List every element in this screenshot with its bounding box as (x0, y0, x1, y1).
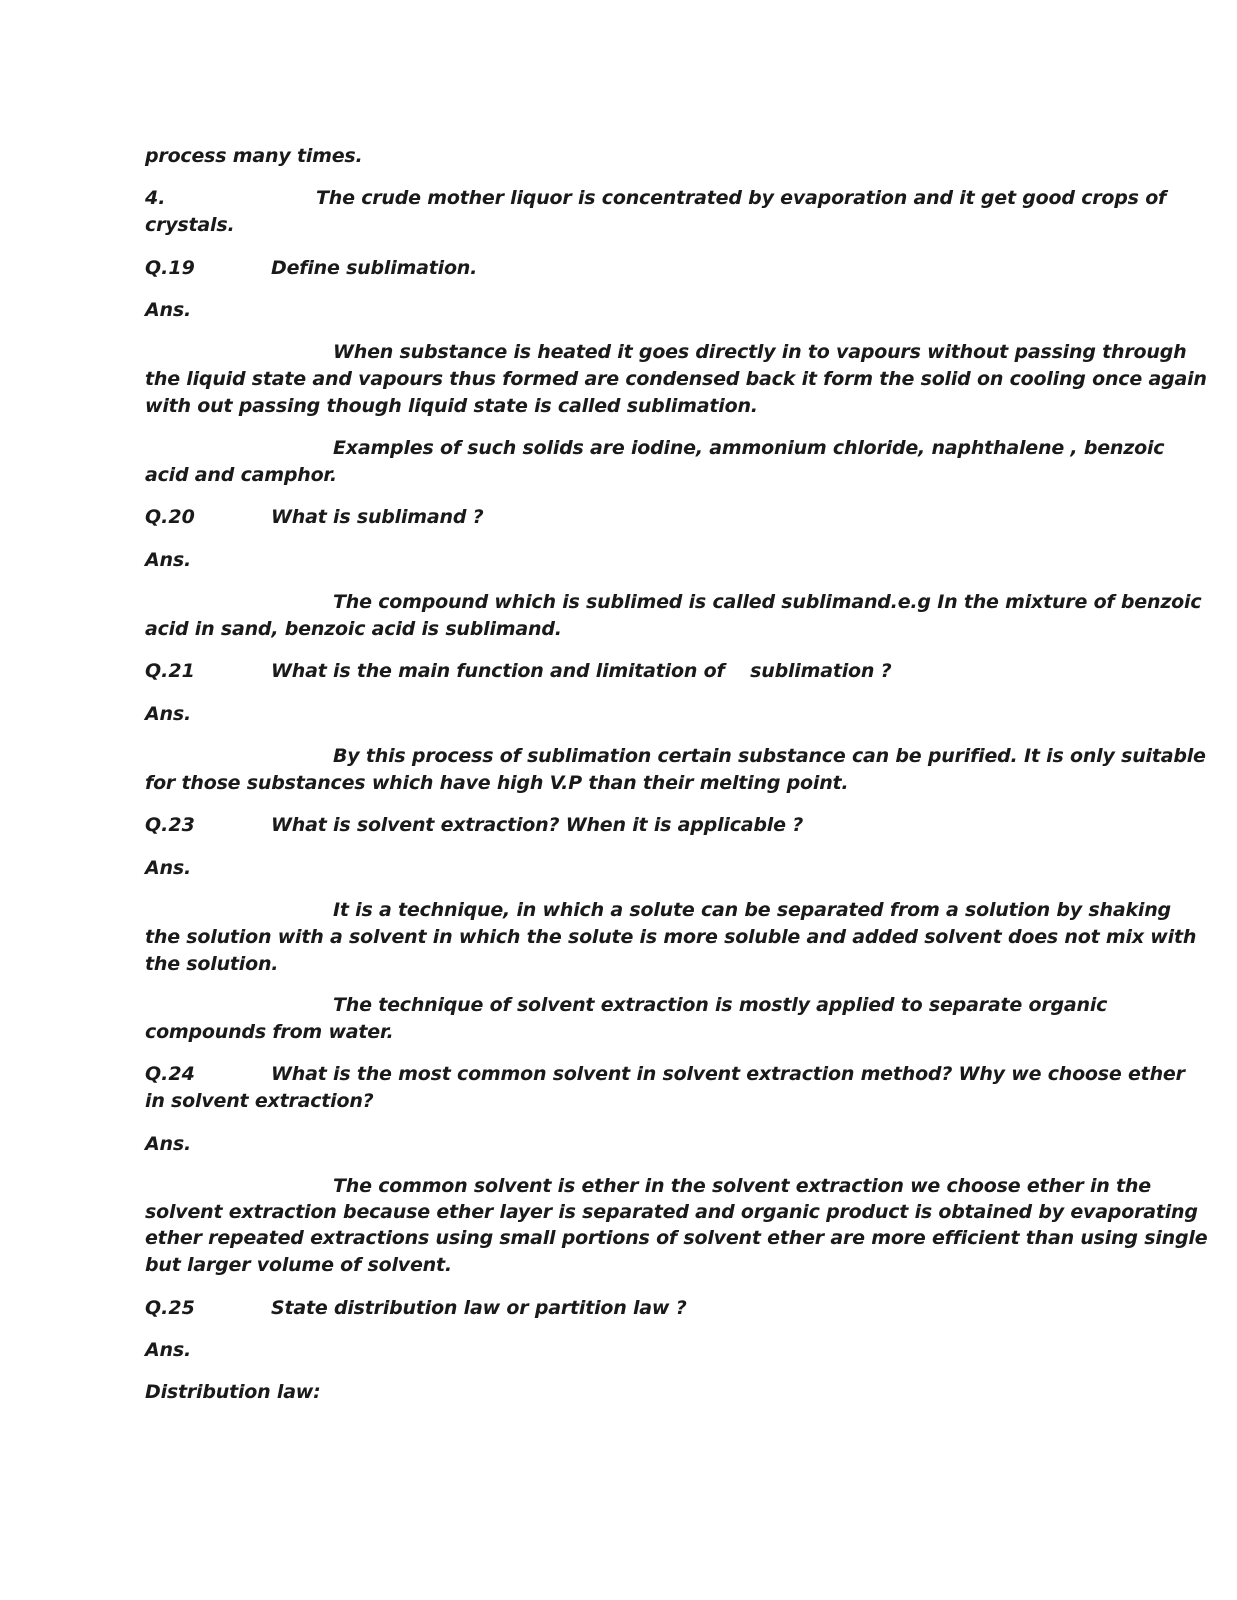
answer-line: ether repeated extractions using small portions of solvent ether are more efficient than using single (145, 1227, 1208, 1249)
answer-label: Ans. (145, 549, 191, 571)
answer-line: The technique of solvent extraction is mostly applied to separate organic (333, 994, 1108, 1016)
answer-line: It is a technique, in which a solute can be separated from a solution by shaking (333, 899, 1171, 921)
answer-label: Ans. (145, 857, 191, 879)
question-number: Q.21 (145, 660, 195, 682)
answer-label: Ans. (145, 1133, 191, 1155)
step-continuation: crystals. (145, 214, 235, 236)
step-number: 4. (145, 187, 166, 209)
answer-line: for those substances which have high V.P than their melting point. (145, 772, 849, 794)
answer-line: but larger volume of solvent. (145, 1254, 452, 1276)
question-text: What is the main function and limitation of sublimation ? (271, 660, 892, 682)
question-continuation: in solvent extraction? (145, 1090, 374, 1112)
answer-line: Examples of such solids are iodine, ammonium chloride, naphthalene , benzoic (333, 437, 1165, 459)
answer-line: with out passing though liquid state is called sublimation. (145, 395, 758, 417)
step-text: The crude mother liquor is concentrated by evaporation and it get good crops of (316, 187, 1167, 209)
question-text: What is solvent extraction? When it is applicable ? (271, 814, 804, 836)
answer-line: the solution. (145, 953, 279, 975)
answer-line: acid and camphor. (145, 464, 337, 486)
question-number: Q.19 (145, 257, 195, 279)
answer-line: compounds from water. (145, 1021, 394, 1043)
section-heading: Distribution law: (145, 1381, 321, 1403)
question-number: Q.25 (145, 1297, 195, 1319)
continuation-line: process many times. (145, 145, 363, 167)
answer-line: By this process of sublimation certain substance can be purified. It is only suitable (333, 745, 1206, 767)
answer-label: Ans. (145, 703, 191, 725)
answer-line: solvent extraction because ether layer is separated and organic product is obtained by evaporating (145, 1201, 1198, 1223)
question-number: Q.20 (145, 506, 195, 528)
answer-line: When substance is heated it goes directly in to vapours without passing through (333, 341, 1187, 363)
question-text: What is the most common solvent in solvent extraction method? Why we choose ether (271, 1063, 1185, 1085)
question-text: What is sublimand ? (271, 506, 484, 528)
answer-line: acid in sand, benzoic acid is sublimand. (145, 618, 562, 640)
answer-label: Ans. (145, 1339, 191, 1361)
answer-label: Ans. (145, 299, 191, 321)
question-text: State distribution law or partition law ? (271, 1297, 687, 1319)
question-text: Define sublimation. (271, 257, 478, 279)
answer-line: The compound which is sublimed is called sublimand.e.g In the mixture of benzoic (333, 591, 1202, 613)
answer-line: the liquid state and vapours thus formed are condensed back it form the solid on cooling once again (145, 368, 1207, 390)
answer-line: The common solvent is ether in the solvent extraction we choose ether in the (333, 1175, 1151, 1197)
answer-line: the solution with a solvent in which the solute is more soluble and added solvent does not mix with (145, 926, 1197, 948)
question-number: Q.24 (145, 1063, 195, 1085)
question-number: Q.23 (145, 814, 195, 836)
